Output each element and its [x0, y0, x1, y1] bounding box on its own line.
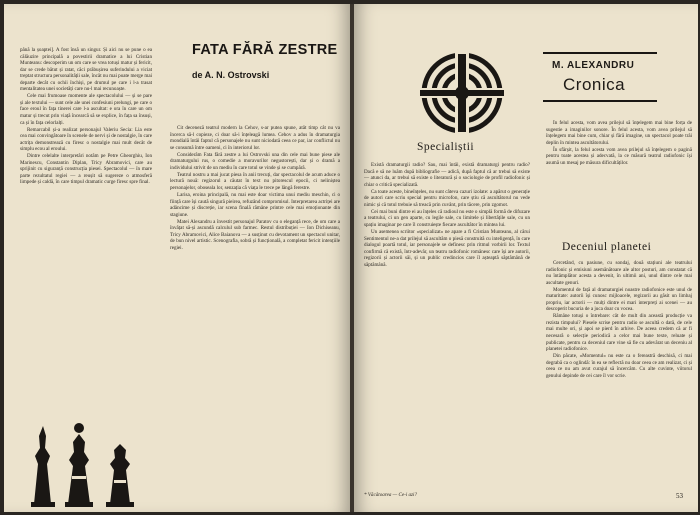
- paragraph: Matei Alexandru a învestit personajul Paratov cu o eleganță rece, de om care a învățat să-și ascundă calculul sub farmec. Restul distribuției — Ion Dichiseanu, Tricy Abramovici, Alice Baianova — a susținut cu devotament un spectacol unitar, de bun nivel artistic. Scenografia, sobră și funcțională, a completat fericit intențiile regiei.: [170, 218, 340, 251]
- cronica-header-box: [543, 52, 657, 102]
- specialists-emblem-icon: [410, 48, 520, 138]
- paragraph: Cele mai frumoase momente ale spectacolului — și se pare și ale textului — sunt cele ale unei confesiuni prelungi, pe care o face eroul în fața tinerei care l-a ascultat: e ora în care un om matur și trecut prin viață încearcă să se explice, în fața sa însuși, ca și în fața celorlalți.: [20, 93, 152, 126]
- specialists-title: Specialiștii: [417, 141, 475, 153]
- paragraph: În sfârșit, la felul acesta vom avea prilejul să înțelegem o pagină pentru toate acestea și adecvată, la ce măsură teatrul radiofonic își asumă un mesaj pe măsura dificultăților.: [546, 146, 692, 166]
- left-column-2: [170, 125, 340, 503]
- author-name: M. ALEXANDRU: [552, 60, 635, 71]
- paragraph: Considerăm Fata fără zestre a lui Ostrovski una din cele mai bune piese ale dramaturgului rus, o comedie a moravurilor negustorești, dar și o dramă a individului strivit de un mediu în care totul se vinde și se cumpără.: [170, 151, 340, 171]
- article-title: FATA FĂRĂ ZESTRE: [192, 42, 338, 58]
- paragraph: Remarcabil și-a realizat personajul Valeriu Secia: Lia este cea mai convingătoare în scenele de nervi și de nostalgie, în care actrița demonstrează cu firesc o nostalgie mai mult decât de simplu ecou al eroului.: [20, 126, 152, 153]
- right-page: [354, 4, 698, 512]
- paragraph: Dintre celelalte interpretări notăm pe Petre Gheorghiu, Ion Marinescu, Constantin Diplan, Tricy Abramovici, care au sprijinit cu siguranță construcția piesei. Spectacolul — în mare parte rezultatul regiei — a reușit să sugereze o atmosferă limpede și caldă, în care timpul dramatic curge firesc spre final.: [20, 153, 152, 186]
- paragraph: Momentul de față al dramaturgiei noastre radiofonice este unul de maturitate: autorii își cunosc mijloacele, regizorii au găsit un limbaj propriu, iar actorii — mulți dintre ei mari interpreți ai scenei — au descoperit bucuria de a juca doar cu vocea.: [546, 286, 692, 313]
- paragraph: Din păcate, «Momentul» nu este ca o fereastră deschisă, ci mai degrabă ca o oglindă: în ea se reflectă nu doar ceea ce am realizat, ci și ceea ce nu am avut curajul să încercăm. Cu alte cuvinte, viitorul genului depinde de cei care îl vor scrie.: [546, 353, 692, 379]
- right-column-1: [364, 162, 530, 484]
- paragraph: Teatrul nostru a mai jucat piesa în anii trecuți, dar spectacolul de acum aduce o lectură nouă: regizorul a căutat în text nu pitorescul epocii, ci neliniștea personajelor, oboseala lor, senzația că viața le trece pe lângă ferestre.: [170, 171, 340, 191]
- paragraph: Larisa, eroina principală, nu mai este doar victima unui mediu meschin, ci o ființă care își caută singură pieirea, refuzând compromisul. Interpretarea actriței are adâncime și discreție, iar scena finală rămâne printre cele mai emoționante din stagiune.: [170, 191, 340, 218]
- chess-figures-illustration: [24, 406, 154, 511]
- right-column-1-footnote: * Văcătoarea — Ce-i azi?: [364, 492, 418, 498]
- left-column-1: [20, 47, 152, 377]
- left-page: [4, 4, 350, 512]
- paragraph: În felul acesta, vom avea prilejul să înțelegem mai bine forța de sugestie a imaginilor sonore. În felul acesta, vom avea prilejul să înțelegem mai bine cum, chiar și fără imagine, un spectacol poate trăi deplin în mintea ascultătorului.: [546, 120, 692, 146]
- paragraph: Rămâne totuși o întrebare: cât de mult din această producție va rezista timpului? Piesele scrise pentru radio se ascultă o dată, de cele mai multe ori, și apoi se pierd în arhive. De aceea credem că ar fi necesară o selecție periodică a celor mai bune texte, reluate și publicate, pentru ca deceniul care vine să fie cu adevărat un deceniu al planetei radiofonice.: [546, 313, 692, 353]
- paragraph: Cei mai buni dintre ei au înțeles că radioul nu este o simplă formă de difuzare a teatrului, ci un gen aparte, cu legile sale, cu limitele și libertățile sale, cu un spațiu imaginar pe care îl construiește fiecare ascultător în mintea lui.: [364, 208, 530, 228]
- article-subtitle: de A. N. Ostrovski: [192, 70, 270, 80]
- deceniul-planetei-title: Deceniul planetei: [562, 241, 652, 253]
- section-title: Cronica: [563, 75, 626, 94]
- magazine-spread: [4, 4, 698, 512]
- paragraph: Există dramaturgii radio? Sau, mai întâi, există dramaturgi pentru radio? Dacă e să ne luăm după bibliografie — adică, după faptul că ar trebui să existe — atunci da, ar trebui să existe o literatură și o sociologie de profil radiofonic și chiar o critică specializată.: [364, 162, 530, 188]
- paragraph: Cercetând, cu pasiune, cu sondaj, două stațiuni ale teatrului radiofonic și emisiuni asemănătoare ale altor posturi, am constatat că nu întâmplător acesta a devenit, în ultimii ani, unul dintre cele mai ascultate genuri.: [546, 260, 692, 286]
- paragraph: Un asemenea scriitor «specializat» ne apare a fi Cristian Munteanu, al cărui Sentimentul ne-a dat prilejul să ascultăm o piesă construită cu inteligență, în care dialogul poartă totul, iar personajele se definesc prin ritmul vorbirii lor. Textul confirmă că există, într-adevăr, un teatru radiofonic românesc care își are autorii, regizorii și actorii săi, și un public credincios care îl așteaptă săptămână de săptămână.: [364, 228, 530, 268]
- paragraph: Cit deceneză teatrul modern la Cehov, s-ar putea spune, atât timp cât nu va încerca să-l copieze, ci doar să-i înțeleagă lumea. Cehov a adus în dramaturgia mondială întâi faptul că personajele nu sunt niciodată ceea ce par, iar conflictul nu se consumă între oameni, ci în interiorul lor.: [170, 125, 340, 151]
- paragraph: Ca toate aceste, bineînțeles, nu sunt câteva cazuri izolate: a apărut o generație de autori care scriu special pentru microfon, care știu că ascultătorul nu vede nimic și că totul trebuie să treacă prin cuvânt, prin tăcere, prin zgomot.: [364, 188, 530, 208]
- page-number: 53: [676, 492, 683, 500]
- right-column-2-body: [546, 260, 692, 478]
- right-column-2-intro: [546, 120, 692, 220]
- paragraph: până la șoaptei]. A fost însă un singur. Și aici nu se pune o ea călăuzire principală a povestirii dramatice a lui Cristian Munteanu: descoperim un om care se vrea totuși matur și fericit, dar se crede bătut și ratat, căci prăbușirea suferindului a viciat treptat structura personalității sale, încât nu mai poate merge mai departe decât cu ochii închiși, pe drumul pe care i l-a trasat mentalitatea unei societăți care nu-l mai recunoaște.: [20, 47, 152, 93]
